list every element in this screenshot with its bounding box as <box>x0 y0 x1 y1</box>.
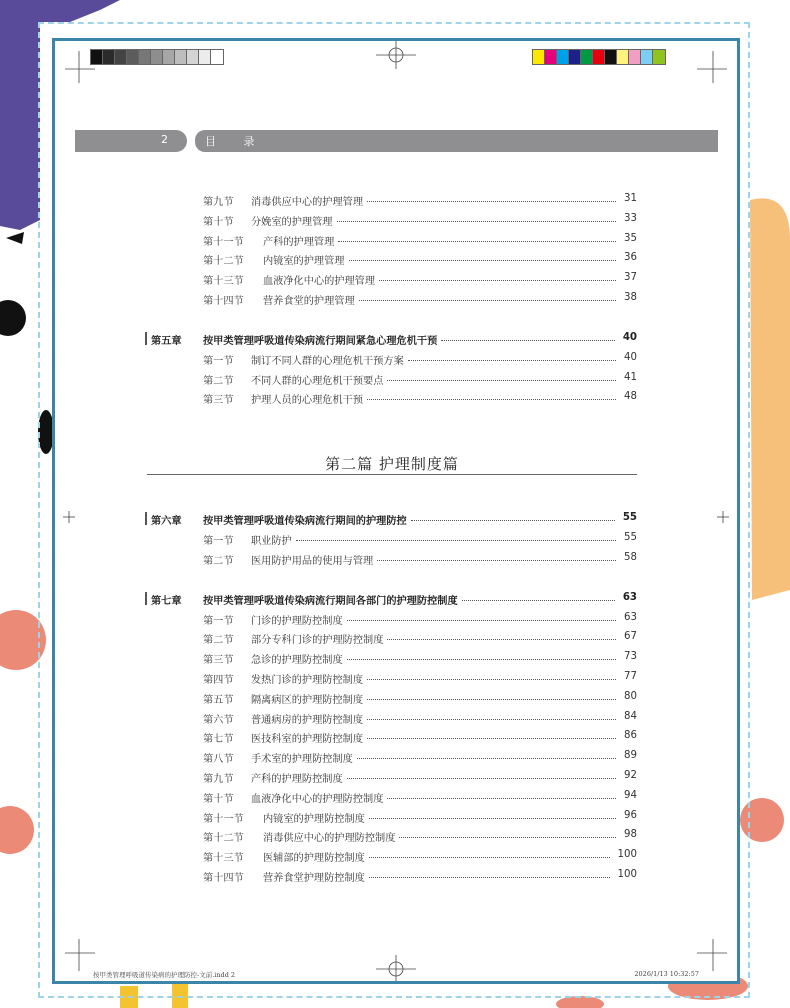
toc-title: 门诊的护理防控制度 <box>251 615 343 627</box>
toc-title: 急诊的护理防控制度 <box>251 655 343 667</box>
toc-page-number: 94 <box>624 789 637 801</box>
toc-label: 第七章 <box>151 595 182 607</box>
registration-swatch <box>617 50 629 64</box>
header-title: 目 录 <box>205 135 267 148</box>
part-title-rule <box>147 474 637 475</box>
toc-chapter-row[interactable] <box>151 331 637 349</box>
toc-leader-dots <box>367 670 616 680</box>
toc-page-number: 84 <box>624 710 637 722</box>
registration-swatch <box>641 50 653 64</box>
toc-section-row[interactable] <box>203 371 637 389</box>
toc-leader-dots <box>369 868 610 878</box>
toc-page-number: 89 <box>624 750 637 762</box>
toc-page-number: 31 <box>624 193 637 204</box>
toc-leader-dots <box>462 591 615 601</box>
header-left-tab <box>75 130 187 152</box>
toc-page-number: 33 <box>624 212 637 224</box>
toc-title: 营养食堂的护理管理 <box>263 296 355 307</box>
registration-swatch <box>545 50 557 64</box>
toc-title: 按甲类管理呼吸道传染病流行期间紧急心理危机干预 <box>203 335 438 347</box>
toc-title: 部分专科门诊的护理防控制度 <box>251 635 384 647</box>
toc-page-number: 77 <box>624 671 637 682</box>
toc-label: 第六章 <box>151 516 182 527</box>
toc-section-row[interactable] <box>203 789 637 807</box>
toc-section-row[interactable] <box>203 710 637 728</box>
toc-leader-dots <box>357 749 616 759</box>
toc-page-number: 37 <box>624 272 637 284</box>
toc-title: 营养食堂护理防控制度 <box>263 873 365 884</box>
toc-label: 第二节 <box>203 555 234 567</box>
toc-page-number: 92 <box>624 770 637 781</box>
toc-leader-dots <box>411 511 615 521</box>
toc-leader-dots <box>367 729 616 739</box>
header-page-number: 2 <box>161 133 168 146</box>
toc-label: 第五章 <box>151 335 182 347</box>
toc-leader-dots <box>338 232 616 242</box>
toc-section-row[interactable] <box>203 650 637 668</box>
registration-swatch <box>151 50 163 64</box>
toc-page-number: 35 <box>624 232 637 244</box>
toc-page-number: 96 <box>624 809 637 821</box>
toc-label: 第十二节 <box>203 833 244 845</box>
registration-swatch <box>211 50 223 64</box>
toc-chapter-row[interactable] <box>151 511 637 529</box>
part-title: 第二篇 护理制度篇 <box>325 455 459 473</box>
toc-label: 第十三节 <box>203 276 244 288</box>
toc-section-row[interactable] <box>203 670 637 688</box>
toc-leader-dots <box>367 710 616 720</box>
toc-label: 第九节 <box>203 197 234 208</box>
chapter-marker <box>145 332 147 345</box>
toc-label: 第十节 <box>203 793 234 805</box>
registration-swatch <box>187 50 199 64</box>
registration-swatch <box>653 50 665 64</box>
toc-section-row[interactable] <box>203 848 637 866</box>
toc-leader-dots <box>296 531 616 541</box>
toc-page-number: 38 <box>624 292 637 303</box>
toc-title: 医辅部的护理防控制度 <box>263 853 365 865</box>
toc-leader-dots <box>377 551 616 561</box>
toc-page-number: 55 <box>622 512 637 523</box>
toc-title: 不同人群的心理危机干预要点 <box>251 375 384 387</box>
registration-swatch <box>163 50 175 64</box>
registration-swatch <box>569 50 581 64</box>
registration-swatch <box>199 50 211 64</box>
toc-section-row[interactable] <box>203 192 637 210</box>
toc-title: 职业防护 <box>251 536 292 547</box>
toc-page-number: 41 <box>624 371 637 383</box>
toc-title: 产科的护理管理 <box>263 236 335 248</box>
toc-title: 消毒供应中心的护理防控制度 <box>263 833 396 845</box>
toc-page-number: 98 <box>624 829 637 841</box>
toc-section-row[interactable] <box>203 690 637 708</box>
registration-swatch <box>127 50 139 64</box>
toc-label: 第三节 <box>203 395 234 407</box>
toc-page-number: 40 <box>622 331 637 343</box>
toc-title: 医用防护用品的使用与管理 <box>251 555 374 567</box>
toc-leader-dots <box>359 291 616 301</box>
toc-leader-dots <box>369 809 616 819</box>
toc-label: 第七节 <box>203 734 234 746</box>
page-frame <box>52 38 740 984</box>
toc-leader-dots <box>441 331 615 341</box>
toc-page-number: 63 <box>622 591 637 603</box>
toc-section-row[interactable] <box>203 551 637 569</box>
toc-leader-dots <box>408 351 616 361</box>
toc-page-number: 86 <box>624 730 637 742</box>
toc-section-row[interactable] <box>203 868 637 886</box>
registration-swatch <box>91 50 103 64</box>
toc-label: 第二节 <box>203 375 234 387</box>
toc-leader-dots <box>367 192 616 202</box>
registration-swatch <box>593 50 605 64</box>
toc-label: 第九节 <box>203 774 234 785</box>
toc-page-number: 67 <box>624 631 637 643</box>
toc-title: 内镜室的护理防控制度 <box>263 813 365 825</box>
registration-swatch <box>103 50 115 64</box>
registration-swatch <box>139 50 151 64</box>
toc-title: 普通病房的护理防控制度 <box>251 714 364 726</box>
toc-section-row[interactable] <box>203 351 637 369</box>
toc-label: 第八节 <box>203 754 234 766</box>
toc-label: 第六节 <box>203 714 234 726</box>
toc-section-row[interactable] <box>203 611 637 629</box>
toc-leader-dots <box>349 251 616 261</box>
registration-swatch <box>629 50 641 64</box>
toc-label: 第一节 <box>203 355 234 367</box>
toc-label: 第十二节 <box>203 256 244 268</box>
toc-section-row[interactable] <box>203 531 637 549</box>
toc-title: 分娩室的护理管理 <box>251 216 333 228</box>
footer-timestamp: 2026/1/13 10:32:57 <box>634 970 699 978</box>
registration-swatch <box>605 50 617 64</box>
toc-title: 发热门诊的护理防控制度 <box>251 675 364 686</box>
toc-title: 内镜室的护理管理 <box>263 256 345 268</box>
registration-swatch <box>115 50 127 64</box>
toc-section-row[interactable] <box>203 390 637 408</box>
toc-title: 手术室的护理防控制度 <box>251 754 353 766</box>
toc-leader-dots <box>387 371 616 381</box>
toc-leader-dots <box>367 390 616 400</box>
toc-label: 第四节 <box>203 675 234 686</box>
toc-leader-dots <box>399 828 616 838</box>
toc-page-number: 100 <box>617 869 637 880</box>
toc-title: 护理人员的心理危机干预 <box>251 395 364 407</box>
toc-label: 第十三节 <box>203 853 244 865</box>
toc-label: 第三节 <box>203 655 234 667</box>
toc-title: 产科的护理防控制度 <box>251 774 343 785</box>
toc-page-number: 63 <box>624 611 637 623</box>
toc-title: 医技科室的护理防控制度 <box>251 734 364 746</box>
toc-leader-dots <box>369 848 610 858</box>
toc-page-number: 55 <box>624 532 637 543</box>
toc-label: 第一节 <box>203 536 234 547</box>
toc-label: 第十四节 <box>203 296 244 307</box>
toc-page-number: 100 <box>617 849 637 861</box>
toc-title: 按甲类管理呼吸道传染病流行期间各部门的护理防控制度 <box>203 595 458 607</box>
toc-section-row[interactable] <box>203 232 637 250</box>
running-header <box>75 130 718 152</box>
registration-swatch <box>557 50 569 64</box>
toc-title: 隔离病区的护理防控制度 <box>251 694 364 706</box>
toc-page-number: 40 <box>624 351 637 363</box>
toc-title: 消毒供应中心的护理管理 <box>251 197 364 208</box>
toc-label: 第五节 <box>203 694 234 706</box>
toc-section-row[interactable] <box>203 271 637 289</box>
toc-page-number: 58 <box>624 551 637 563</box>
toc-page-number: 80 <box>624 690 637 702</box>
toc-label: 第十一节 <box>203 813 244 825</box>
toc-title: 制订不同人群的心理危机干预方案 <box>251 355 404 367</box>
registration-swatch <box>533 50 545 64</box>
toc-section-row[interactable] <box>203 291 637 309</box>
toc-chapter-row[interactable] <box>151 591 637 609</box>
toc-label: 第一节 <box>203 615 234 627</box>
toc-leader-dots <box>347 769 616 779</box>
toc-leader-dots <box>347 650 616 660</box>
toc-leader-dots <box>367 690 616 700</box>
chapter-marker <box>145 512 147 525</box>
header-right-bar <box>195 130 718 152</box>
toc-label: 第二节 <box>203 635 234 647</box>
toc-title: 血液净化中心的护理防控制度 <box>251 793 384 805</box>
toc-page-number: 73 <box>624 651 637 663</box>
toc-title: 按甲类管理呼吸道传染病流行期间的护理防控 <box>203 516 407 527</box>
toc-section-row[interactable] <box>203 769 637 787</box>
toc-leader-dots <box>379 271 616 281</box>
toc-page-number: 36 <box>624 252 637 264</box>
toc-section-row[interactable] <box>203 729 637 747</box>
toc-section-row[interactable] <box>203 251 637 269</box>
registration-swatch <box>175 50 187 64</box>
toc-title: 血液净化中心的护理管理 <box>263 276 376 288</box>
toc-label: 第十四节 <box>203 873 244 884</box>
registration-swatch <box>581 50 593 64</box>
chapter-marker <box>145 592 147 605</box>
toc-leader-dots <box>347 611 616 621</box>
toc-section-row[interactable] <box>203 212 637 230</box>
toc-leader-dots <box>337 212 616 222</box>
toc-label: 第十节 <box>203 216 234 228</box>
toc-leader-dots <box>387 630 616 640</box>
toc-section-row[interactable] <box>203 630 637 648</box>
toc-section-row[interactable] <box>203 749 637 767</box>
toc-section-row[interactable] <box>203 828 637 846</box>
footer-file-name: 按甲类管理呼吸道传染病的护理防控-文前.indd 2 <box>93 971 236 979</box>
toc-leader-dots <box>387 789 616 799</box>
toc-page-number: 48 <box>624 391 637 403</box>
toc-label: 第十一节 <box>203 236 244 248</box>
toc-section-row[interactable] <box>203 809 637 827</box>
